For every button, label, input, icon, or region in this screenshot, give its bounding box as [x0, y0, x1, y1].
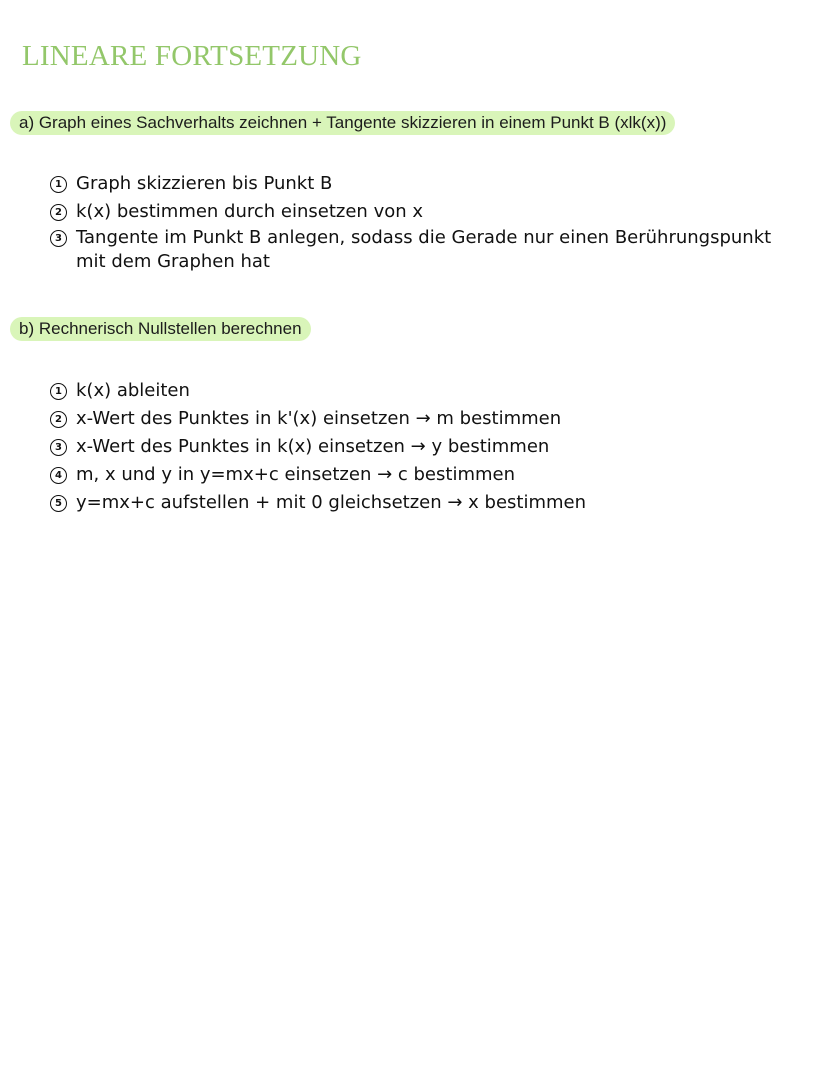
section-b-step-3 — [50, 433, 586, 461]
section-b-step-2 — [50, 405, 586, 433]
section-a-step-2 — [50, 198, 800, 226]
step-number-badge: 2 — [50, 411, 67, 428]
step-text: Tangente im Punkt B anlegen, sodass die Gerade nur einen Berührungspunkt mit dem Graphen hat — [76, 227, 772, 272]
step-text: m, x und y in y=mx+c einsetzen → c bestimmen — [76, 464, 515, 485]
section-b-steps — [50, 377, 586, 517]
step-number-badge: 5 — [50, 495, 67, 512]
step-number-badge: 1 — [50, 383, 67, 400]
step-number-badge: 4 — [50, 467, 67, 484]
step-text: Graph skizzieren bis Punkt B — [76, 173, 333, 194]
step-number-badge: 3 — [50, 230, 67, 247]
step-text: x-Wert des Punktes in k(x) einsetzen → y bestimmen — [76, 436, 550, 457]
section-a-heading: a) Graph eines Sachverhalts zeichnen + Tangente skizzieren in einem Punkt B (xlk(x)) — [10, 111, 675, 135]
section-a-step-3 — [50, 226, 800, 274]
step-number-badge: 2 — [50, 204, 67, 221]
page-title: LINEARE FORTSETZUNG — [22, 40, 362, 72]
section-b-step-4 — [50, 461, 586, 489]
step-text: x-Wert des Punktes in k'(x) einsetzen → m bestimmen — [76, 408, 562, 429]
section-a-step-1 — [50, 170, 800, 198]
section-b-step-1 — [50, 377, 586, 405]
step-number-badge: 1 — [50, 176, 67, 193]
section-a-steps — [50, 170, 800, 274]
section-b-step-5 — [50, 489, 586, 517]
section-b-heading: b) Rechnerisch Nullstellen berechnen — [10, 317, 311, 341]
step-text: k(x) ableiten — [76, 380, 190, 401]
step-text: k(x) bestimmen durch einsetzen von x — [76, 201, 424, 222]
step-text: y=mx+c aufstellen + mit 0 gleichsetzen → x bestimmen — [76, 492, 587, 513]
step-number-badge: 3 — [50, 439, 67, 456]
